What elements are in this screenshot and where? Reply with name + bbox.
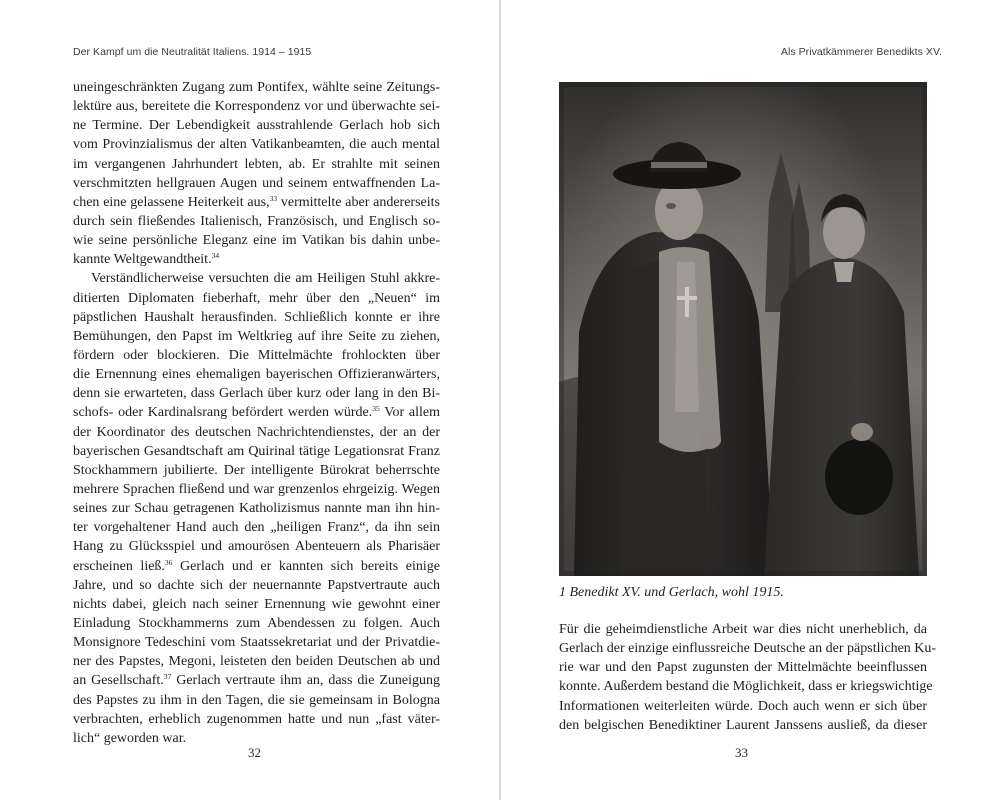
text-line: [73, 135, 440, 154]
text-segment: rie war und den Papst zugunsten der Mittelmächte beeinflussen: [559, 660, 927, 676]
text-segment: durch sein fließendes Italienisch, Französisch, und Englisch so-: [73, 213, 440, 229]
text-segment: des Papstes zu ihm in den Tagen, die sie gemeinsam in Bologna: [73, 692, 440, 708]
body-text: [73, 78, 440, 748]
text-line: [73, 231, 440, 250]
text-line: [73, 557, 440, 576]
text-line: [73, 97, 440, 116]
body-text: [559, 620, 937, 735]
text-line: [73, 442, 440, 461]
text-line: [73, 308, 440, 327]
text-segment: im vergangenen Jahrhundert lebten, ab. Er strahlte mit seinen: [73, 156, 440, 172]
text-line: [73, 691, 440, 710]
photo-caption: 1 Benedikt XV. und Gerlach, wohl 1915.: [559, 585, 784, 600]
text-segment: Gerlach vertraute ihm an, dass die Zuneigung: [171, 673, 440, 689]
text-segment: päpstlichen Haushalt herausfinden. Schließlich konnte er ihre: [73, 309, 440, 325]
text-line: [73, 595, 440, 614]
text-line: [73, 403, 440, 422]
text-line: [73, 480, 440, 499]
text-line: [73, 461, 440, 480]
text-line: [73, 365, 440, 384]
text-segment: Informationen weiterleiten würde. Doch auch wenn er sich über: [559, 698, 927, 714]
text-line: [73, 250, 440, 269]
text-line: [73, 518, 440, 537]
text-segment: chen eine gelassene Heiterkeit aus,: [73, 194, 270, 210]
text-segment: konnte. Außerdem bestand die Möglichkeit, dass er kriegswichtige: [559, 679, 933, 695]
text-segment: lich“ geworden war.: [73, 730, 187, 746]
text-segment: wie seine persönliche Eleganz eine im Vatikan bis dahin unbe-: [73, 233, 440, 249]
page-number: 32: [248, 745, 261, 760]
text-segment: Bemühungen, den Papst im Weltkrieg auf ihre Seite zu ziehen,: [73, 328, 440, 344]
text-segment: kannte Weltgewandtheit.: [73, 252, 212, 268]
text-line: [559, 697, 927, 716]
text-segment: Einladung Stockhammerns zum Abendessen zu folgen. Auch: [73, 615, 440, 631]
text-segment: den belgischen Benediktiner Laurent Janssens ausließ, da dieser: [559, 717, 927, 733]
text-segment: Gerlach und er kannten sich bereits einige: [172, 558, 440, 574]
text-segment: verschmitzten hellgrauen Augen und seinem entwaffnenden La-: [73, 175, 440, 191]
text-segment: der Koordinator des deutschen Nachrichtendienstes, der an der: [73, 424, 440, 440]
text-segment: ne Termine. Der Lebendigkeit ausstrahlende Gerlach hob sich: [73, 118, 440, 134]
text-segment: Gerlach der einzige einflussreiche Deutsche an der päpstlichen Ku-: [559, 641, 937, 657]
text-line: [73, 576, 440, 595]
footnote-marker: 35: [372, 404, 380, 414]
footnote-marker: 36: [164, 557, 173, 567]
text-line: [73, 212, 440, 231]
text-segment: uneingeschränkten Zugang zum Pontifex, wählte seine Zeitungs-: [73, 80, 440, 95]
text-segment: Vor allem: [379, 405, 440, 421]
text-line: [73, 614, 440, 633]
text-segment: vom Provinzialismus der alten Vatikanbeamten, die auch mental: [73, 137, 440, 153]
text-segment: an Gesellschaft.: [73, 673, 164, 689]
text-segment: erscheinen ließ.: [73, 558, 165, 574]
text-segment: Monsignore Tedeschini vom Staatssekretariat und der Privatdie-: [73, 635, 440, 651]
text-segment: die Ernennung eines ehemaligen bayerischen Offizieranwärters,: [73, 367, 440, 383]
text-line: [73, 423, 440, 442]
text-segment: Für die geheimdienstliche Arbeit war dies nicht unerheblich, da: [559, 622, 927, 637]
text-segment: Hang zu Glücksspiel und amourösen Abenteuern als Pharisäer: [73, 539, 440, 555]
text-line: [73, 78, 440, 97]
footnote-marker: 34: [211, 251, 220, 261]
text-segment: vermittelte aber andererseits: [277, 194, 440, 210]
text-segment: verbrachten, erheblich zugenommen hatte und nun „fast väter-: [73, 711, 440, 727]
text-line: [559, 639, 937, 658]
text-line: [73, 652, 440, 671]
text-segment: ter vorgehaltener Hand auch den „heiligen Franz“, da ihn sein: [73, 520, 440, 536]
text-segment: bayerischen Gesandtschaft am Quirinal tätige Legationsrat Franz: [73, 443, 440, 459]
running-head: Als Privatkämmerer Benedikts XV.: [780, 46, 942, 58]
text-line: [559, 620, 927, 639]
text-line: [73, 710, 440, 729]
right-page: [501, 0, 1000, 800]
text-segment: fördern oder blockieren. Die Mittelmächte frohlockten über: [73, 347, 440, 363]
text-segment: Jahre, und so dachte sich der neuernannte Papstvertraute auch: [73, 577, 440, 593]
page-number: 33: [735, 745, 748, 760]
text-segment: ditierten Diplomaten fieberhaft, mehr über den „Neuen“ im: [73, 290, 440, 306]
left-page: [0, 0, 499, 800]
text-line: [73, 289, 440, 308]
text-line: [73, 346, 440, 365]
text-segment: denn sie erwarteten, dass Gerlach über kurz oder lang in den Bi-: [73, 386, 440, 402]
text-line: [73, 116, 440, 135]
text-segment: mehrere Sprachen fließend und war grenzenlos ehrgeizig. Wegen: [73, 481, 440, 497]
text-line: [73, 537, 440, 556]
text-line: [73, 671, 440, 690]
text-segment: schofs- oder Kardinalsrang befördert werden würde.: [73, 405, 373, 421]
text-segment: nichts dabei, gleich nach seiner Ernennung wie gewohnt einer: [73, 596, 440, 612]
text-line: [73, 155, 440, 174]
text-line: [559, 677, 933, 696]
text-line: [73, 633, 440, 652]
text-line: [73, 384, 440, 403]
text-segment: ner des Papstes, Megoni, leisteten den beiden Deutschen ab und: [73, 654, 440, 670]
text-segment: lektüre aus, bereitete die Korrespondenz vor und überwachte sei-: [73, 99, 440, 115]
running-head: Der Kampf um die Neutralität Italiens. 1914 – 1915: [73, 46, 312, 58]
text-line: [73, 499, 440, 518]
text-segment: seines zur Schau getragenen Katholizismus nannte man ihn hin-: [73, 501, 440, 517]
text-segment: Stockhammern jubilierte. Der intelligente Bürokrat beherrschte: [73, 462, 440, 478]
footnote-marker: 37: [163, 672, 172, 682]
text-line: [73, 327, 440, 346]
text-line: [73, 269, 440, 288]
text-line: [73, 174, 440, 193]
text-segment: Verständlicherweise versuchten die am Heiligen Stuhl akkre-: [91, 271, 440, 287]
text-line: [559, 716, 927, 735]
footnote-marker: 33: [269, 193, 278, 203]
photo-benedikt-gerlach: [559, 82, 927, 576]
text-line: [73, 193, 440, 212]
text-line: [559, 658, 927, 677]
